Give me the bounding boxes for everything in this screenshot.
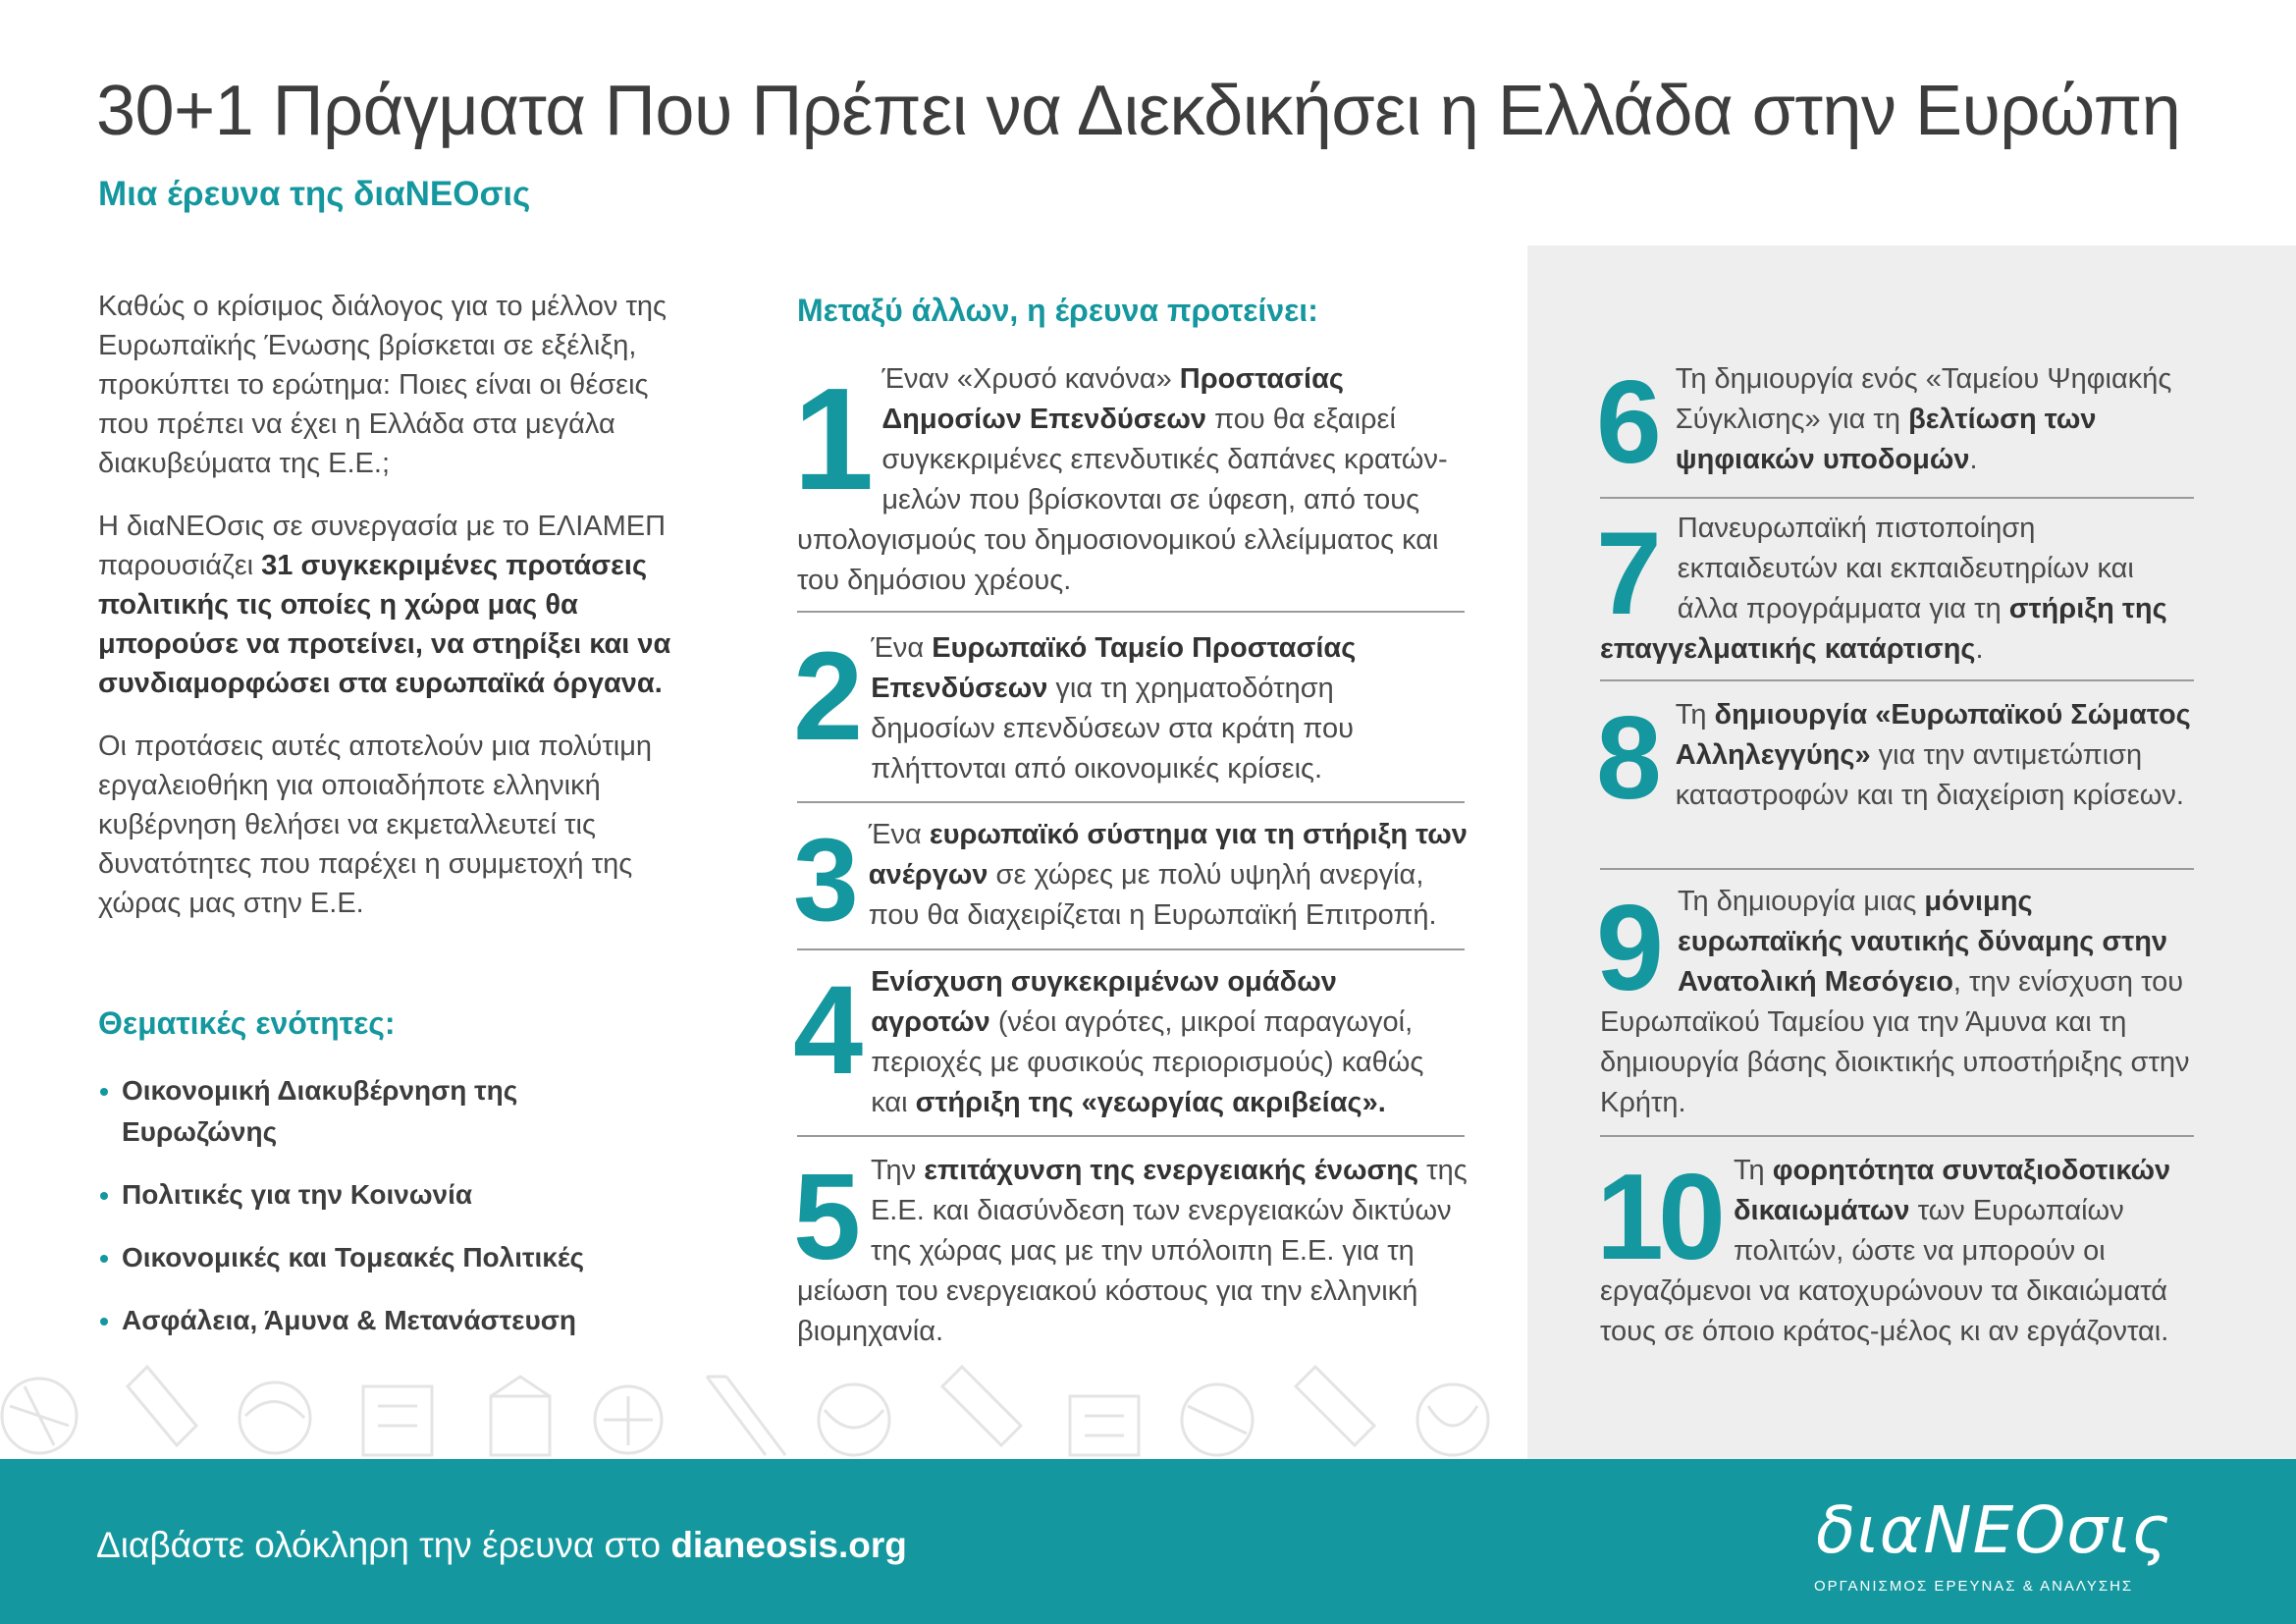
proposal-number: 8 xyxy=(1596,692,1656,824)
proposal-number: 5 xyxy=(793,1150,855,1285)
divider xyxy=(1600,868,2194,870)
divider xyxy=(797,948,1465,950)
footer-cta-text: Διαβάστε ολόκληρη την έρευνα στο xyxy=(96,1525,671,1565)
proposal-text-run: Ένα xyxy=(868,819,930,850)
proposal-text-bold: Ενίσχυση συγκεκριμένων ομάδων αγροτών xyxy=(871,966,1337,1038)
proposal-text-run: για τη χρηματοδότηση δημοσίων επενδύσεων στα κράτη που πλήττονται από οικονομικές κρίσεις. xyxy=(871,673,1354,785)
proposal-7 xyxy=(1596,508,2194,670)
proposal-text-bold: μόνιμης ευρωπαϊκής ναυτικής δύναμης στην Ανατολική Μεσόγειο xyxy=(1677,886,2168,998)
divider xyxy=(797,611,1465,613)
intro-section xyxy=(98,287,687,947)
proposal-text-run: Τη xyxy=(1733,1155,1773,1186)
divider xyxy=(1600,679,2194,681)
proposal-text-run: που θα εξαιρεί συγκεκριμένες επενδυτικές δαπάνες κρατών-μελών που βρίσκονται σε ύφεση, από τους υπολογισμούς του δημοσιονομικού ελλείμματος και του δημόσιου χρέους. xyxy=(797,404,1448,596)
proposal-text-run: , την ενίσχυση του Ευρωπαϊκού Ταμείου για την Άμυνα και τη δημιουργία βάσης διοικτικής υποστήριξης στην Κρήτη. xyxy=(1600,966,2190,1118)
intro-paragraph-2 xyxy=(98,507,687,703)
proposal-text xyxy=(1600,509,2194,670)
themes-heading: Θεματικές ενότητες: xyxy=(98,1005,396,1041)
proposal-text-bold: Προστασίας Δημοσίων Επενδύσεων xyxy=(881,363,1344,435)
proposal-number: 6 xyxy=(1596,356,1656,488)
proposal-number: 2 xyxy=(793,626,858,767)
proposal-text-run: . xyxy=(1969,444,1978,475)
proposal-text-run: . xyxy=(1975,633,1984,665)
proposal-text-run: της Ε.Ε. και διασύνδεση των ενεργειακών δικτύων της χώρας μας με την υπόλοιπη Ε.Ε. για τη μείωση του ενεργειακού κόστους για την ελληνική βιομηχανία. xyxy=(797,1155,1468,1347)
page-subtitle: Μια έρευνα της διαΝΕΟσις xyxy=(98,175,531,213)
proposal-2 xyxy=(793,626,1453,789)
footer-cta xyxy=(96,1525,907,1566)
intro-paragraph-3: Οι προτάσεις αυτές αποτελούν μια πολύτιμη εργαλειοθήκη για οποιαδήποτε ελληνική κυβέρνηση θελήσει να εκμεταλλευτεί τις δυνατότητες που παρέχει η συμμετοχή της χώρας μας στην Ε.Ε. xyxy=(98,731,653,919)
theme-item: Πολιτικές για την Κοινωνία xyxy=(98,1174,648,1216)
dianeosis-logo[interactable]: διαΝΕΟσις xyxy=(1816,1492,2171,1568)
proposal-text-run: (νέοι αγρότες, μικροί παραγωγοί, περιοχές με φυσικούς περιορισμούς) καθώς και xyxy=(871,1006,1424,1118)
proposal-text-run: Πανευρωπαϊκή πιστοποίηση εκπαιδευτών και εκπαιδευτηρίων και άλλα προγράμματα για τη xyxy=(1677,513,2134,624)
proposal-text xyxy=(797,815,1474,936)
proposal-text-bold: ευρωπαϊκό σύστημα για τη στήριξη των ανέργων xyxy=(868,819,1468,891)
divider xyxy=(797,1135,1465,1137)
page-title: 30+1 Πράγματα Που Πρέπει να Διεκδικήσει η Ελλάδα στην Ευρώπη xyxy=(96,72,2181,150)
proposal-9 xyxy=(1596,881,2204,1123)
proposal-number: 9 xyxy=(1596,881,1658,1016)
proposal-text xyxy=(797,628,1453,789)
proposal-text-run: Τη δημιουργία μιας xyxy=(1677,886,1925,917)
proposal-text xyxy=(797,359,1453,601)
proposal-text xyxy=(1600,359,2194,480)
divider xyxy=(1600,1135,2194,1137)
proposal-text xyxy=(797,1151,1474,1352)
theme-item: Οικονομικές και Τομεακές Πολιτικές xyxy=(98,1237,648,1278)
proposal-text-run: των Ευρωπαίων πολιτών, ώστε να μπορούν οι εργαζόμενοι να κατοχυρώνουν τα δικαιώματά τους σε όποιο κράτος-μέλος κι αν εργάζονται. xyxy=(1600,1195,2169,1347)
proposal-text-bold: Ευρωπαϊκό Ταμείο Προστασίας Επενδύσεων xyxy=(871,632,1357,704)
footer-link[interactable]: dianeosis.org xyxy=(670,1525,907,1565)
proposal-number: 7 xyxy=(1596,508,1656,639)
proposal-text-run: Ένα xyxy=(871,632,933,664)
proposal-text-bold: στήριξη της «γεωργίας ακριβείας». xyxy=(915,1087,1386,1118)
proposal-text-bold: στήριξη της επαγγελματικής κατάρτισης xyxy=(1600,593,2167,665)
decorative-doodles xyxy=(0,1347,1527,1459)
proposal-text-run: Έναν «Χρυσό κανόνα» xyxy=(881,363,1180,395)
proposal-text-bold: βελτίωση των ψηφιακών υποδομών xyxy=(1675,404,2097,475)
proposal-4 xyxy=(793,960,1453,1123)
proposal-text-run: Την xyxy=(870,1155,925,1186)
proposal-1 xyxy=(793,358,1453,601)
proposal-10 xyxy=(1596,1150,2204,1352)
intro-paragraph-1: Καθώς ο κρίσιμος διάλογος για το μέλλον της Ευρωπαϊκής Ένωσης βρίσκεται σε εξέλιξη, προκύπτει το ερώτημα: Ποιες είναι οι θέσεις που πρέπει να έχει η Ελλάδα στα μεγάλα διακυβεύματα της Ε.Ε.; xyxy=(98,291,667,479)
themes-list xyxy=(98,1070,648,1363)
proposal-5 xyxy=(793,1150,1474,1352)
proposal-text-run: Τη xyxy=(1675,699,1715,731)
proposal-number: 1 xyxy=(793,358,869,520)
proposal-text-bold: επιτάχυνση της ενεργειακής ένωσης xyxy=(924,1155,1419,1186)
proposal-text-run: Τη δημιουργία ενός «Ταμείου Ψηφιακής Σύγκλισης» για τη xyxy=(1675,363,2172,435)
theme-item: Ασφάλεια, Άμυνα & Μετανάστευση xyxy=(98,1300,648,1341)
proposal-number: 3 xyxy=(793,814,853,946)
proposals-heading: Μεταξύ άλλων, η έρευνα προτείνει: xyxy=(797,293,1318,328)
proposal-number: 10 xyxy=(1596,1150,1720,1285)
proposal-text xyxy=(1600,695,2194,816)
divider xyxy=(1600,497,2194,499)
proposal-text-bold: δημιουργία «Ευρωπαϊκού Σώματος Αλληλεγγύης» xyxy=(1675,699,2191,771)
logo-tagline: ΟΡΓΑΝΙΣΜΟΣ ΕΡΕΥΝΑΣ & ΑΝΑΛΥΣΗΣ xyxy=(1814,1578,2134,1595)
proposal-3 xyxy=(793,814,1474,946)
intro-paragraph-2-bold: 31 συγκεκριμένες προτάσεις πολιτικής τις οποίες η χώρα μας θα μπορούσε να προτείνει, να στηρίξει και να συνδιαμορφώσει στα ευρωπαϊκά όργανα. xyxy=(98,550,671,699)
proposal-text xyxy=(1600,882,2204,1123)
proposal-6 xyxy=(1596,356,2194,488)
proposal-text-bold: φορητότητα συνταξιοδοτικών δικαιωμάτων xyxy=(1733,1155,2171,1226)
intro-paragraph-2-text: Η διαΝΕΟσις σε συνεργασία με το ΕΛΙΑΜΕΠ παρουσιάζει xyxy=(98,511,667,581)
proposal-text-run: σε χώρες με πολύ υψηλή ανεργία, που θα διαχειρίζεται η Ευρωπαϊκή Επιτροπή. xyxy=(868,859,1437,931)
proposal-8 xyxy=(1596,692,2194,824)
proposal-number: 4 xyxy=(793,960,858,1101)
divider xyxy=(797,801,1465,803)
proposal-text-run: για την αντιμετώπιση καταστροφών και τη διαχείριση κρίσεων. xyxy=(1675,739,2184,811)
theme-item: Οικονομική Διακυβέρνηση της Ευρωζώνης xyxy=(98,1070,648,1153)
proposal-text xyxy=(797,962,1453,1123)
